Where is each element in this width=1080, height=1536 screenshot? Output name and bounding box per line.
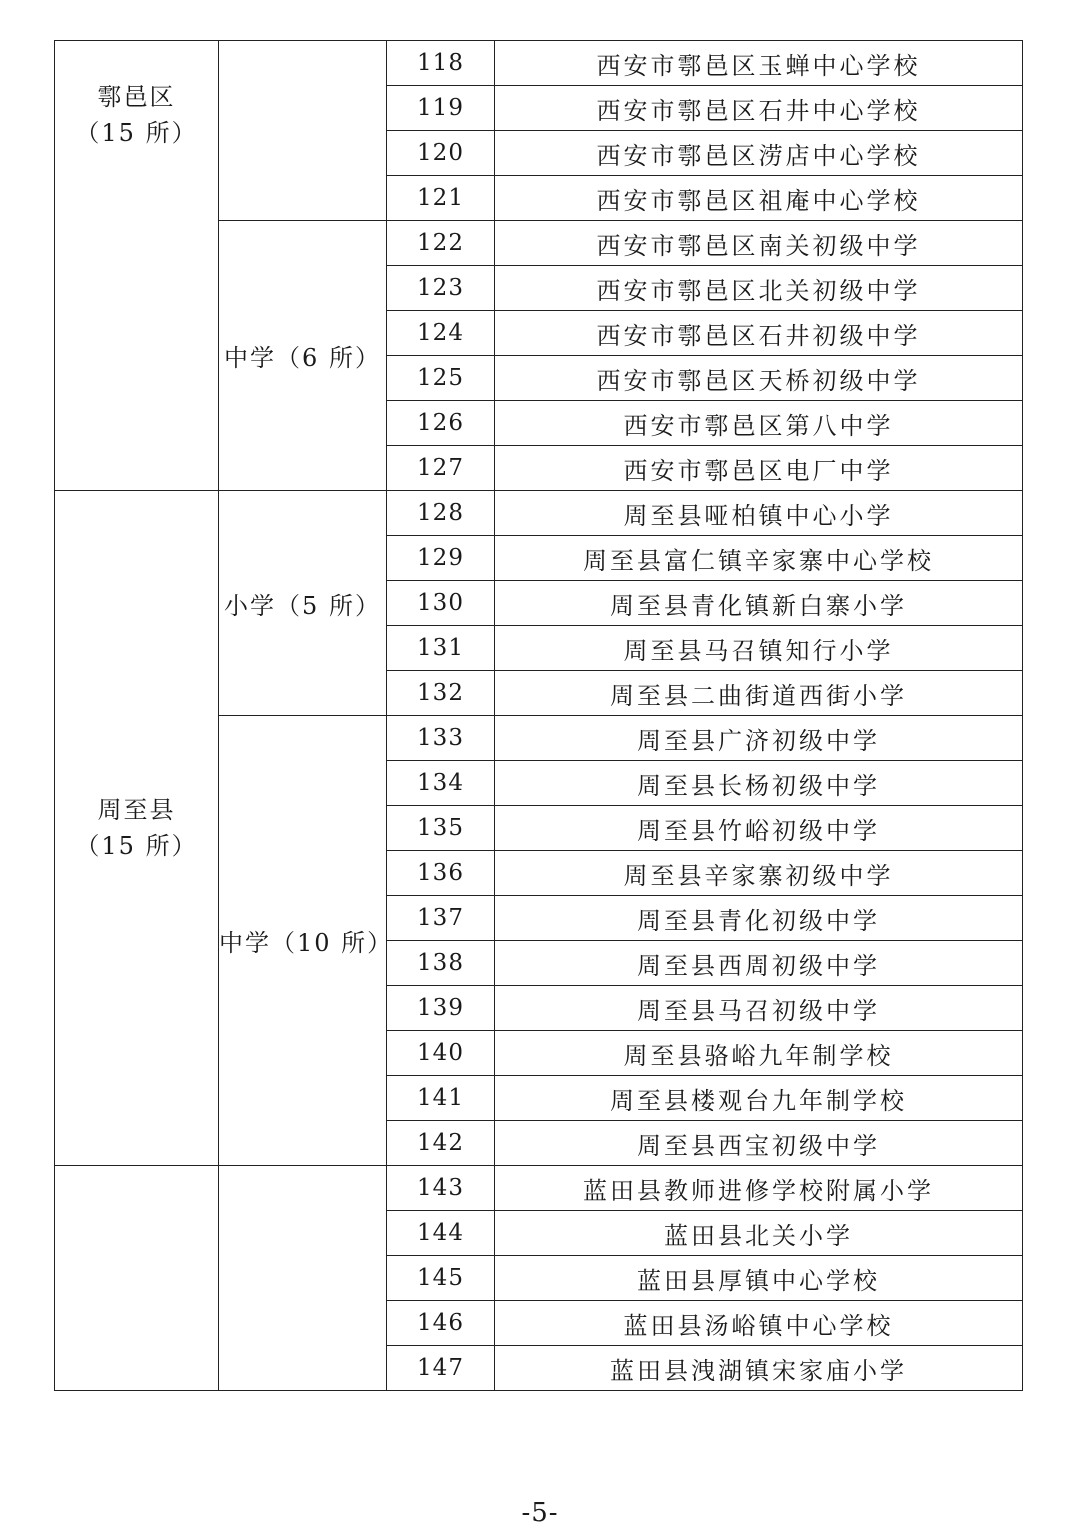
row-number: 121 [387,176,495,221]
row-number: 134 [387,761,495,806]
category-cell: 中学（10 所） [219,716,387,1166]
school-name: 周至县楼观台九年制学校 [495,1076,1023,1121]
row-number: 126 [387,401,495,446]
row-number: 141 [387,1076,495,1121]
row-number: 131 [387,626,495,671]
school-name: 蓝田县洩湖镇宋家庙小学 [495,1346,1023,1391]
row-number: 120 [387,131,495,176]
district-cell-zhouzhi [55,491,219,1166]
school-name: 周至县青化初级中学 [495,896,1023,941]
district-count: （15 所） [75,119,198,147]
school-name: 周至县马召镇知行小学 [495,626,1023,671]
row-number: 124 [387,311,495,356]
row-number: 143 [387,1166,495,1211]
school-name: 西安市鄠邑区涝店中心学校 [495,131,1023,176]
school-name: 蓝田县北关小学 [495,1211,1023,1256]
category-cell-empty [219,41,387,221]
category-cell: 小学（5 所） [219,491,387,716]
school-list-table [54,40,1023,1391]
row-number: 144 [387,1211,495,1256]
row-number: 140 [387,1031,495,1076]
school-name: 西安市鄠邑区石井初级中学 [495,311,1023,356]
row-number: 145 [387,1256,495,1301]
category-cell-empty [219,1166,387,1391]
row-number: 118 [387,41,495,86]
row-number: 142 [387,1121,495,1166]
row-number: 146 [387,1301,495,1346]
row-number: 136 [387,851,495,896]
school-name: 周至县长杨初级中学 [495,761,1023,806]
row-number: 147 [387,1346,495,1391]
row-number: 137 [387,896,495,941]
district-count: （15 所） [75,832,198,860]
school-name: 西安市鄠邑区电厂中学 [495,446,1023,491]
school-name: 周至县广济初级中学 [495,716,1023,761]
table-row [55,41,1023,86]
district-name: 鄠邑区 [97,83,176,111]
row-number: 138 [387,941,495,986]
row-number: 129 [387,536,495,581]
row-number: 133 [387,716,495,761]
school-name: 周至县竹峪初级中学 [495,806,1023,851]
school-name: 周至县骆峪九年制学校 [495,1031,1023,1076]
row-number: 125 [387,356,495,401]
row-number: 123 [387,266,495,311]
row-number: 139 [387,986,495,1031]
table-row [55,491,1023,536]
school-name: 西安市鄠邑区玉蝉中心学校 [495,41,1023,86]
district-name: 周至县 [97,796,176,824]
table-row [55,1166,1023,1211]
school-name: 周至县马召初级中学 [495,986,1023,1031]
school-name: 周至县辛家寨初级中学 [495,851,1023,896]
row-number: 122 [387,221,495,266]
school-name: 西安市鄠邑区南关初级中学 [495,221,1023,266]
school-name: 蓝田县厚镇中心学校 [495,1256,1023,1301]
school-name: 西安市鄠邑区第八中学 [495,401,1023,446]
school-name: 西安市鄠邑区石井中心学校 [495,86,1023,131]
school-name: 西安市鄠邑区北关初级中学 [495,266,1023,311]
school-name: 周至县富仁镇辛家寨中心学校 [495,536,1023,581]
row-number: 132 [387,671,495,716]
row-number: 130 [387,581,495,626]
school-name: 周至县二曲街道西街小学 [495,671,1023,716]
row-number: 128 [387,491,495,536]
school-name: 周至县青化镇新白寨小学 [495,581,1023,626]
category-cell: 中学（6 所） [219,221,387,491]
school-name: 西安市鄠邑区祖庵中心学校 [495,176,1023,221]
school-name: 周至县西宝初级中学 [495,1121,1023,1166]
district-cell-empty [55,1166,219,1391]
school-name: 蓝田县汤峪镇中心学校 [495,1301,1023,1346]
page-number: -5- [521,1498,559,1528]
row-number: 119 [387,86,495,131]
row-number: 135 [387,806,495,851]
school-name: 周至县西周初级中学 [495,941,1023,986]
district-cell-huyi [55,41,219,491]
school-name: 蓝田县教师进修学校附属小学 [495,1166,1023,1211]
school-name: 西安市鄠邑区天桥初级中学 [495,356,1023,401]
school-name: 周至县哑柏镇中心小学 [495,491,1023,536]
row-number: 127 [387,446,495,491]
